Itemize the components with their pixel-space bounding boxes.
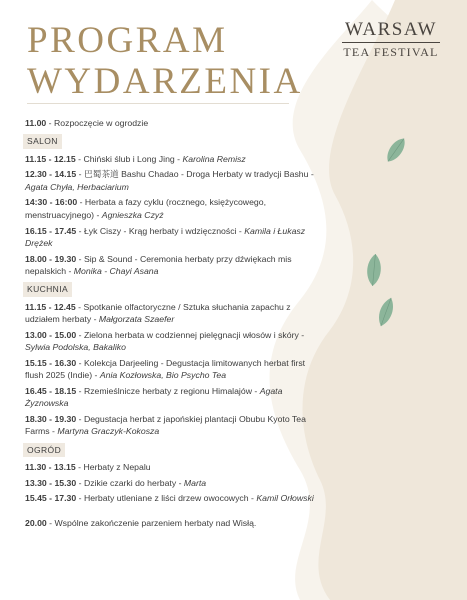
title-divider (27, 103, 289, 104)
event-desc: Herbaty utleniane z liści drzew owocowych (83, 493, 249, 504)
event-host: Ania Kozłowska, Bio Psycho Tea (99, 370, 227, 381)
event-item: 16.45 - 18.15 - Rzemieślnicze herbaty z regionu Himalajów - Agata Żyznowska (25, 385, 283, 409)
section-label: SALON (23, 134, 62, 148)
event-desc: Chiński ślub i Long Jing (83, 153, 175, 164)
event-host: Sylwia Podolska, Bakaliko (25, 341, 126, 352)
logo-line1: WARSAW (345, 19, 437, 40)
opening-event: 11.00 - Rozpoczęcie w ogrodzie (25, 118, 149, 128)
event-time: 20.00 (25, 517, 47, 528)
event-item: 16.15 - 17.45 - Łyk Ciszy - Krąg herbaty i wdzięczności - Kamila i Łukasz Drężek (25, 225, 306, 248)
event-item: 13.30 - 15.30 - Dzikie czarki do herbaty - Marta (25, 477, 207, 488)
event-desc: Spotkanie olfactoryczne / Sztuka słuchania zapachu z udziałem herbaty (25, 301, 291, 324)
section-label: KUCHNIA (23, 282, 72, 296)
event-item: 18.30 - 19.30 - Degustacja herbat z japońskiej plantacji Obubu Kyoto Tea Farms - Martyna Graczyk-Kokosza (25, 413, 306, 437)
page-title-line1: PROGRAM (27, 20, 228, 61)
event-desc: Sip & Sound - Ceremonia herbaty przy dźwiękach mis nepalskich (25, 253, 292, 276)
event-desc: 巴蜀茶道 Bashu Chadao - Droga Herbaty w tradycji Bashu (83, 169, 309, 180)
logo-divider (342, 42, 440, 43)
event-desc: Rzemieślnicze herbaty z regionu Himalajów (83, 385, 252, 396)
event-item: 14:30 - 16:00 - Herbata a fazy cyklu (rocznego, księżycowego, menstruacyjnego) - Agnieszka Czyż (25, 197, 266, 220)
event-time: 15.15 - 16.30 (25, 357, 77, 368)
event-time: 16.45 - 18.15 (25, 385, 77, 396)
event-host: Monika - Chayi Asana (73, 265, 159, 276)
page-title (27, 20, 303, 102)
event-host: Agata Chyła, Herbaciarium (25, 181, 129, 192)
event-desc: Łyk Ciszy - Krąg herbaty i wdzięczności (83, 225, 237, 236)
section-ogrod (23, 443, 325, 457)
festival-logo (338, 19, 444, 59)
event-item: 15.45 - 17.30 - Herbaty utleniane z liści drzew owocowych - Kamil Orłowski (25, 493, 314, 504)
event-item: 12.30 - 14.15 - 巴蜀茶道 Bashu Chadao - Droga Herbaty w tradycji Bashu - Agata Chyła, Herbaciarium (25, 169, 314, 192)
event-item: 13.00 - 15.00 - Zielona herbata w codziennej pielęgnacji włosów i skóry - Sylwia Podolska, Bakaliko (25, 329, 305, 352)
event-time: 13.30 - 15.30 (25, 477, 77, 488)
section-label: OGRÓD (23, 443, 65, 457)
section-kuchnia (23, 282, 325, 296)
event-host: Kamil Orłowski (256, 493, 314, 504)
event-time: 18.00 - 19.30 (25, 253, 77, 264)
event-item: 15.15 - 16.30 - Kolekcja Darjeeling - Degustacja limitowanych herbat first flush 2025 (Indie) - Ania Kozłowska, Bio Psycho Tea (25, 357, 306, 381)
event-item: 11.15 - 12.15 - Chiński ślub i Long Jing - Karolina Remisz (25, 153, 246, 164)
event-time: 11.30 - 13.15 (25, 461, 76, 472)
event-time: 16.15 - 17.45 (25, 225, 77, 236)
event-host: Karolina Remisz (182, 153, 246, 164)
event-item: 11.30 - 13.15 - Herbaty z Nepalu (25, 461, 151, 472)
event-item: 18.00 - 19.30 - Sip & Sound - Ceremonia herbaty przy dźwiękach mis nepalskich - Monika - Chayi Asana (25, 253, 292, 276)
schedule (25, 117, 325, 533)
event-desc: Herbata a fazy cyklu (rocznego, księżycowego, menstruacyjnego) (25, 197, 266, 220)
event-time: 14:30 - 16:00 (25, 197, 78, 208)
event-time: 18.30 - 19.30 (25, 413, 77, 424)
event-desc: Wspólne zakończenie parzeniem herbaty nad Wisłą. (54, 517, 257, 528)
event-time: 13.00 - 15.00 (25, 329, 77, 340)
event-desc: Rozpoczęcie w ogrodzie (54, 118, 149, 128)
event-time: 12.30 - 14.15 (25, 169, 77, 180)
event-host: Agnieszka Czyż (101, 209, 164, 220)
event-desc: Zielona herbata w codziennej pielęgnacji włosów i skóry (83, 329, 299, 340)
event-item: 11.15 - 12.45 - Spotkanie olfactoryczne / Sztuka słuchania zapachu z udziałem herbaty - Małgorzata Szaefer (25, 301, 291, 324)
page-title-line2: WYDARZENIA (27, 61, 303, 102)
event-host: Marta (183, 477, 207, 488)
event-time: 11.00 (25, 118, 47, 128)
event-time: 15.45 - 17.30 (25, 493, 77, 504)
event-time: 11.15 - 12.45 (25, 301, 76, 312)
event-desc: Dzikie czarki do herbaty (83, 477, 177, 488)
closing-event: 20.00 - Wspólne zakończenie parzeniem herbaty nad Wisłą. (25, 517, 257, 528)
event-desc: Degustacja herbat z japońskiej plantacji Obubu Kyoto Tea Farms (25, 413, 306, 437)
event-host: Martyna Graczyk-Kokosza (57, 426, 160, 437)
section-salon (23, 134, 325, 148)
event-host: Małgorzata Szaefer (98, 313, 175, 324)
event-desc: Herbaty z Nepalu (83, 461, 151, 472)
logo-line2: TEA FESTIVAL (343, 45, 439, 59)
event-host: Agata Żyznowska (25, 385, 283, 409)
event-desc: Kolekcja Darjeeling - Degustacja limitowanych herbat first flush 2025 (Indie) (25, 357, 306, 381)
event-time: 11.15 - 12.15 (25, 153, 76, 164)
event-host: Kamila i Łukasz Drężek (25, 225, 306, 248)
